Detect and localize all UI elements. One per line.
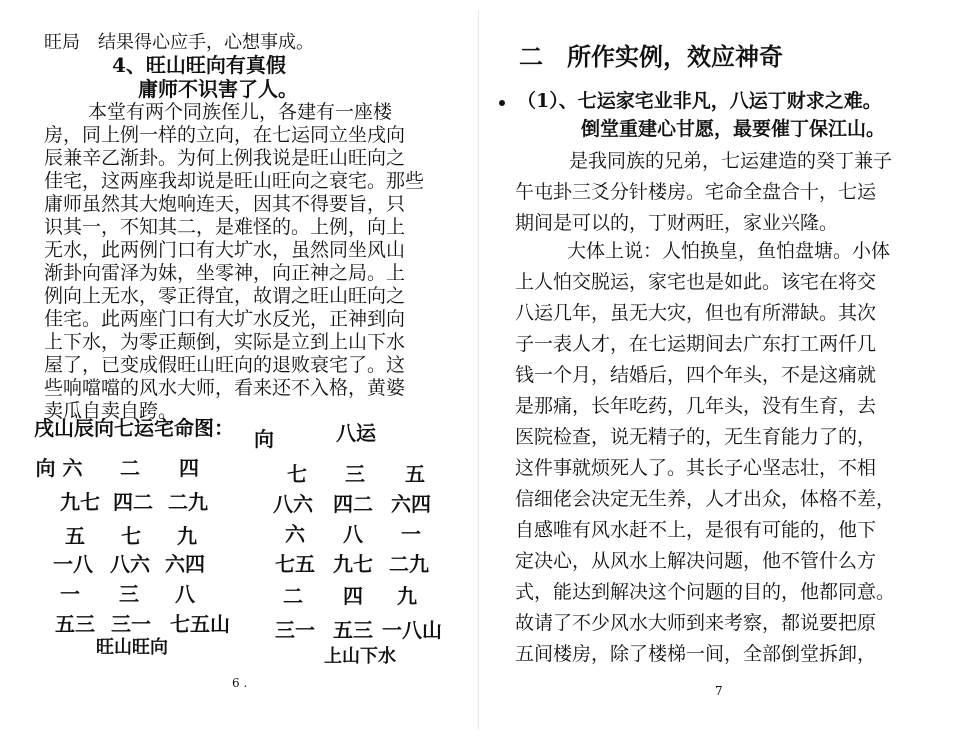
paragraph-line: 是那痛，长年吃药，几年头，没有生育，去 [515,395,877,417]
grid-cell: 二 [120,456,140,480]
grid-cell: 九七 [333,552,373,576]
paragraph-line: 例向上无水，零正得宜，故谓之旺山旺向之 [44,285,406,307]
paragraph-line: 识其一，不知其二，是难怪的。上例，向上 [44,216,406,238]
paragraph-line: 五间楼房，除了楼梯一间，全部倒堂拆卸， [515,643,877,665]
paragraph-line: 信细佬会决定无生养，人才出众，体格不差， [515,488,896,510]
section-title: 二 所作实例，效应神奇 [519,42,783,71]
paragraph-line: 本堂有两个同族侄儿，各建有一座楼 [88,101,393,123]
section-subheading: 庸师不识害了人。 [138,77,298,101]
paragraph-line: 午屯卦三爻分针楼房。宅命全盘合十，七运 [515,181,877,203]
chart-period-label: 八运 [336,421,376,445]
grid-cell: 七 [121,524,141,548]
grid-cell: 五 [65,524,85,548]
grid-cell: 八 [343,522,363,546]
grid-cell: 六四 [391,492,431,516]
grid-cell: 一八 [53,552,93,576]
paragraph-line: 庸师虽然其大炮响连天，因其不得要旨，只 [44,193,406,215]
case-title: （1）、七运家宅业非凡，八运丁财求之难。 [517,90,882,112]
paragraph-line: 钱一个月，结婚后，四个年头，不是这痛就 [515,364,877,386]
period-seven-caption: 旺山旺向 [96,637,168,658]
paragraph-line: 上下水，为零正颠倒，实际是立到上山下水 [44,331,406,353]
paragraph-line: 这件事就烦死人了。其长子心坚志壮，不相 [515,457,877,479]
paragraph-line: 佳宅。此两座门口有大圹水反光，正神到向 [44,308,406,330]
grid-cell: 六 [285,522,305,546]
paragraph-line: 期间是可以的，丁财两旺，家业兴隆。 [515,212,839,234]
grid-cell: 二 [283,584,303,608]
section-heading: 4、旺山旺向有真假 [112,53,286,77]
grid-cell: 四 [343,584,363,608]
grid-cell: 五 [405,462,425,486]
period-eight-caption: 上山下水 [324,646,396,667]
grid-cell: 九 [397,584,417,608]
grid-cell: 一 [401,522,421,546]
right-page [479,0,958,741]
grid-cell: 四 [179,456,199,480]
paragraph-line: 自感唯有风水赶不上，是很有可能的，他下 [515,519,877,541]
grid-cell: 七五 [275,552,315,576]
paragraph-line: 渐卦向雷泽为妹，坐零神，向正神之局。上 [44,262,406,284]
grid-cell: 四二 [113,490,153,514]
grid-cell: 五三 [55,612,95,636]
grid-cell: 二九 [168,490,208,514]
grid-cell: 三一 [275,618,315,642]
grid-cell: 三一 [111,612,151,636]
paragraph-line: 房，同上例一样的立向，在七运同立坐戌向 [44,124,406,146]
case-subtitle: 倒堂重建心甘愿，最要催丁保江山。 [581,118,886,140]
grid-cell: 九七 [60,490,100,514]
grid-cell: 六四 [165,552,205,576]
paragraph-line: 辰兼辛乙渐卦。为何上例我说是旺山旺向之 [44,147,406,169]
paragraph-line: 子一表人才，在七运期间去广东打工两仟几 [515,333,877,355]
paragraph-line: 屋了，已变成假旺山旺向的退败衰宅了。这 [44,354,406,376]
grid-cell: 四二 [333,492,373,516]
paragraph-line: 佳宅，这两座我却说是旺山旺向之衰宅。那些 [44,170,425,192]
page-number: 7 [715,684,723,698]
grid-cell: 七 [287,462,307,486]
grid-cell: 九 [177,524,197,548]
bullet-dot [499,100,505,106]
paragraph-line: 故请了不少风水大师到来考察，都说要把原 [515,612,877,634]
paragraph-line: 式，能达到解决这个问题的目的，他都同意。 [515,581,896,603]
grid-cell: 二九 [389,552,429,576]
previous-section-ending: 旺局 结果得心应手，心想事成。 [44,32,314,53]
grid-cell: 三 [345,462,365,486]
grid-cell: 一 [60,582,80,606]
paragraph-line: 八运几年，虽无大灾，但也有所滞缺。其次 [515,302,877,324]
paragraph-line: 定决心，从风水上解决问题，他不管什么方 [515,550,877,572]
grid-cell: 向 六 [35,456,83,480]
grid-cell: 八 [175,582,195,606]
grid-cell: 七五山 [170,612,230,636]
chart-facing-label: 向 [254,427,274,451]
grid-cell: 五三 [333,618,373,642]
paragraph-line: 大体上说：人怕换皇，鱼怕盘塘。小体 [567,240,891,262]
paragraph-line: 上人怕交脱运，家宅也是如此。该宅在将交 [515,271,877,293]
page-number: 6 . [232,676,248,690]
paragraph-line: 医院检查，说无精子的，无生育能力了的， [515,426,877,448]
paragraph-line: 是我同族的兄弟，七运建造的癸丁兼子 [569,150,893,172]
grid-cell: 八六 [273,492,313,516]
grid-cell: 一八山 [382,618,442,642]
paragraph-line: 卖瓜自卖自跨。 [44,400,178,422]
chart-title: 戌山辰向七运宅命图： [34,416,234,440]
paragraph-line: 些响噹噹的风水大师，看来还不入格，黄婆 [44,377,406,399]
grid-cell: 三 [119,582,139,606]
paragraph-line: 无水，此两例门口有大圹水，虽然同坐风山 [44,239,406,261]
grid-cell: 八六 [110,552,150,576]
